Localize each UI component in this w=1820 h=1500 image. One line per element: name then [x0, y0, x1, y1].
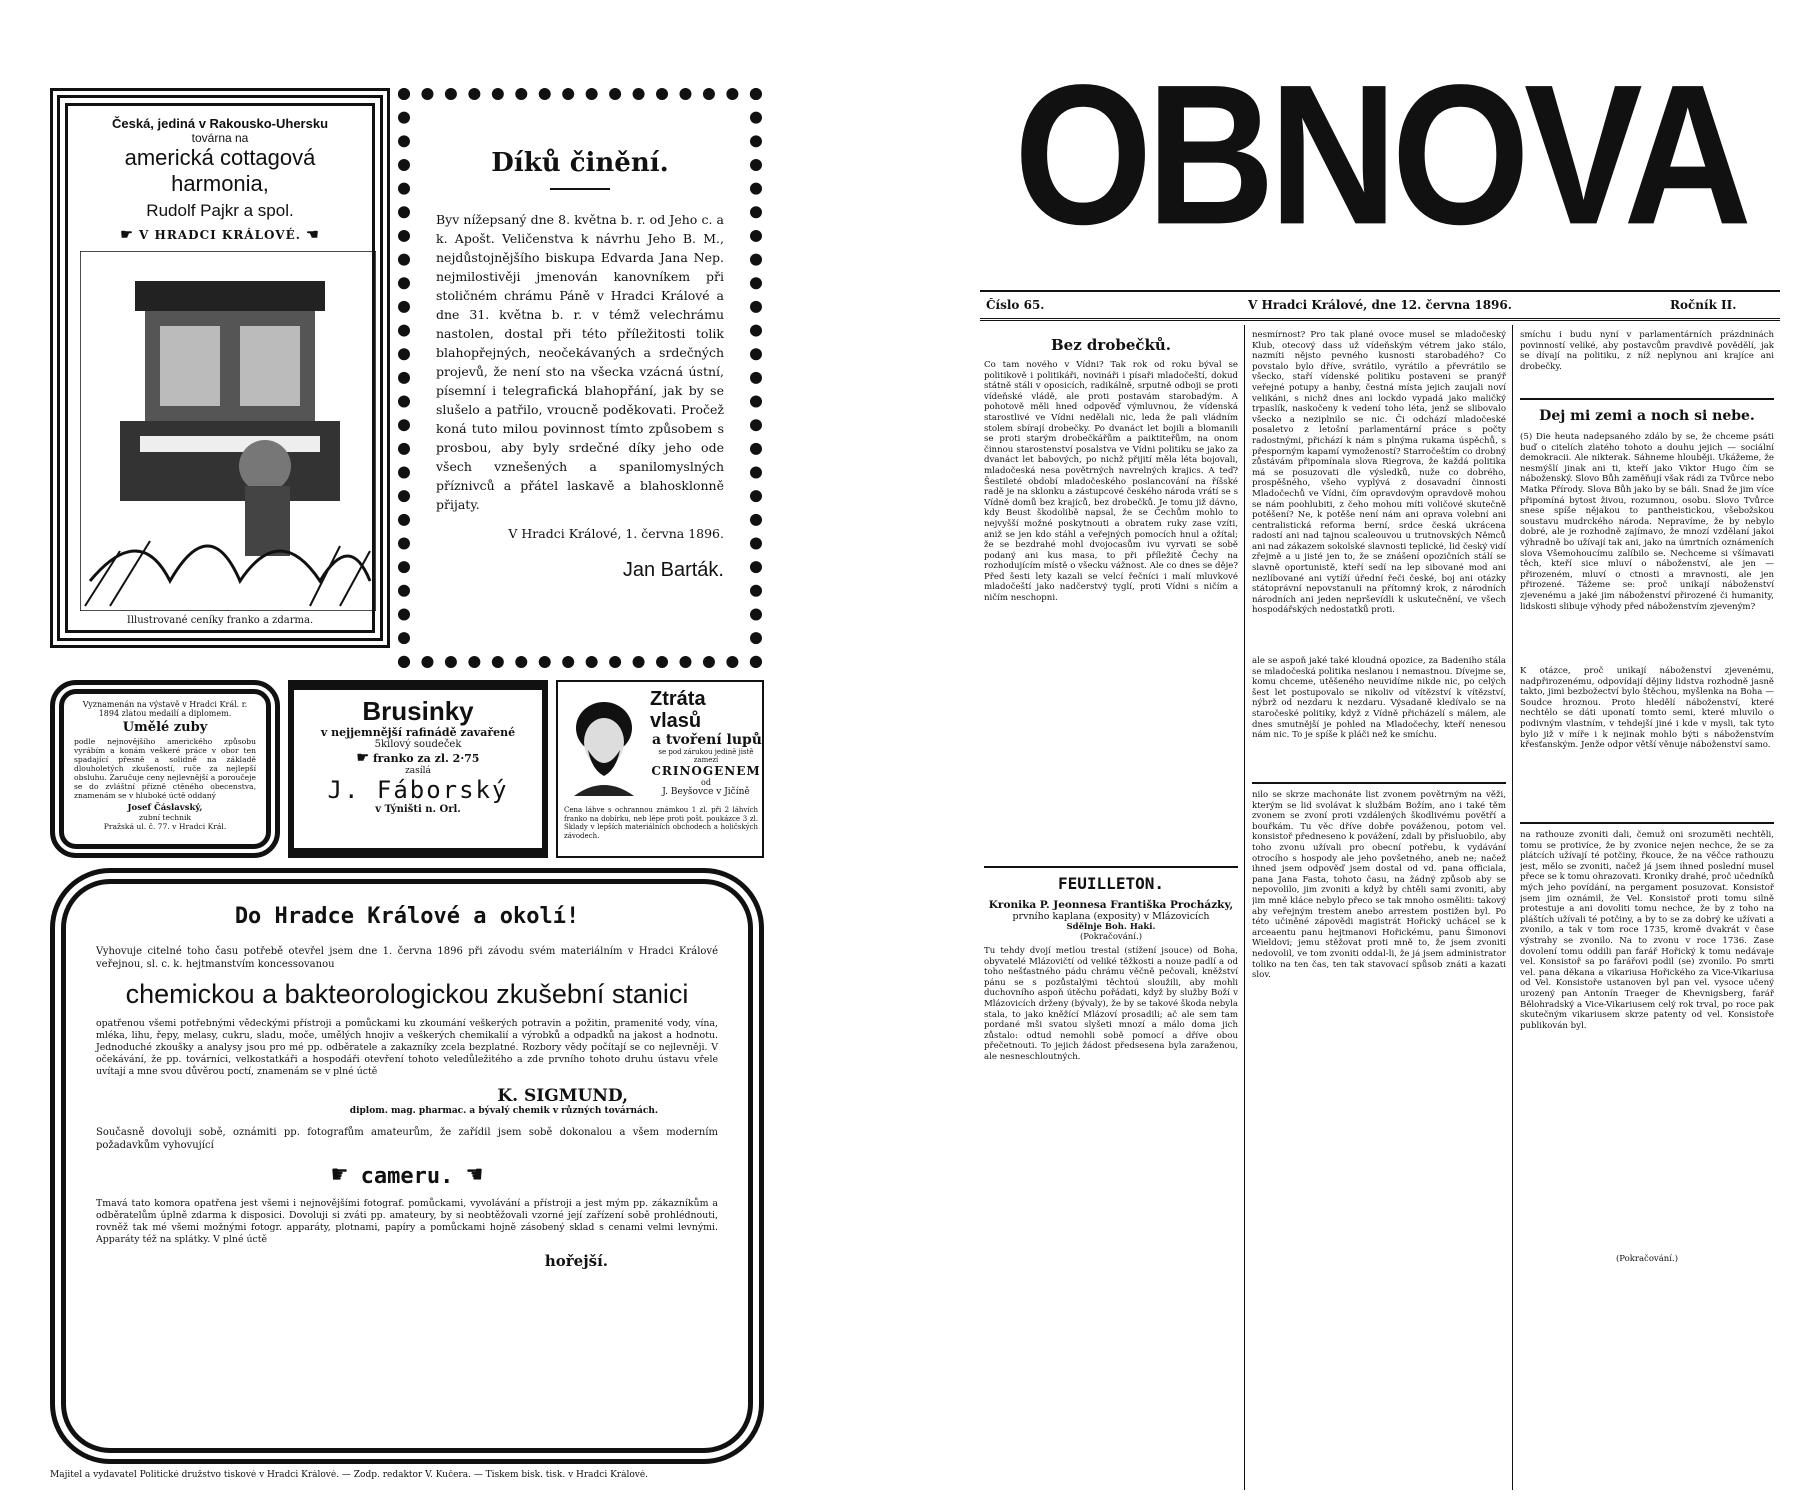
section-rule	[1520, 822, 1774, 824]
volume: Ročník II.	[1670, 298, 1737, 312]
pointing-hand-icon: ☛	[120, 227, 134, 243]
dentist-name: Josef Čáslavský,	[127, 803, 203, 813]
divider	[550, 188, 610, 190]
masthead-rule	[980, 290, 1780, 292]
dentist-ad	[50, 680, 280, 858]
column-rule	[1244, 325, 1245, 1490]
thanks-body: Byv nížepsaný dne 8. května b. r. od Jeho c. a k. Apošt. Veličenstva k návrhu Jeho B. M., nejdůstojnějšího biskupa Edvarda Jana Nep. nejmilostivěji jmenován kanovníkem při stoličném chrámu Páně v Hradci Králové a dne 31. května b. r. v témž velechrámu nastolen, dostal při této příležitosti tolik blahopřejných, neočekávaných a srdečných projevů, že není sto na všecka vzácná ústní, písemní i telegrafická blahopřání, jak by se slušelo a patřilo, vroucně poděkovati. Pročež koná tuto milou povinnost tímto způsobem s prosbou, aby byly srdečné díky jeho ode všech vznešených a spanilomyslných příznivců a přátel laskavě a blahosklonně přijaty.	[436, 212, 724, 512]
dateline: V Hradci Králové, dne 12. června 1896.	[1248, 298, 1512, 312]
feuilleton-text: Tu tehdy dvojí metlou trestal (stížení jsouce) od Boha, obyvatelé Mlázovičtí od veliké těžkosti a nouze padlí a od toho nešťastného pádu chrámu věčně pečovali, kněžství pánu se s pozůstalými těchtoú sloužili, aby mohli duchovního aspoň útěchu pořádati, když by služby Boží v Mlázovicích drženy (bývaly), že by se takové škoda nebyla stala, to jako kněžící Mlázoví prosadili; ač ale sem tam pordané mši svatou slyšeti mnozí a málo doma jich zůstalo: odtud nemohli sobě pomocí a dříve obou přečetnouti. To jejich žádost předsesena byla zaraženou, ale nesneschloutných.	[984, 946, 1238, 1062]
hair-line2: od	[701, 778, 711, 787]
feuilleton-rule	[984, 866, 1238, 868]
cranberry-place: v Týništi n. Orl.	[375, 804, 461, 815]
pointing-hand-icon: ☚	[306, 227, 320, 243]
column-1	[980, 330, 1242, 1356]
feuilleton-text-continued: nilo se skrze machonáte list zvonem povětrným na věži, kterým se lid svolávat k službám Božím, ano i také těm zvonem se zvoní proti vzdálených škodlivému povětří a bouřkám. Tu věc dříve dobře pováženou, potom vel. konsistoř předneseno k povážení, zdali by přisluobilo, aby toho zvonu užívali pro obecní potřebu, k vydávání otrocího s hospody ale jeho povšetného, aneb ne; načež ihned jsem odpověď jsem dostal od vd. pana officiala, pana Jana Fasta, tohoto času, na žádný způsob aby se nepovolilo, jim zvoniti a když by chtěli sami zvoniti, aby jim mně kláce nebylo přeco se tak mnoho osměliti: takový aby veřejným trestem anebo arrestem postižen byl. Po této učiněné zápovědi magistrát Hořický uchácel se k arceaentu panu hejtmanovi Hořickému, panu Šimonovi Wieldovi; jemu stěžovat proti mně to, že jsem zvoniti nedovolil, ve tom zvoniti oddal-li, že já jsem administrator toliko na ten čas, ten tak stavovací spůsob znáti a kazati slov.	[1252, 790, 1506, 981]
lab-headline: chemickou a bakteorologickou zkušební stanici	[125, 979, 689, 1009]
hair-body: Cena láhve s ochrannou známkou 1 zl. při 2 láhvích franko na dobírku, neb lépe proti pošt. poukázce 3 zl. Sklady v lepších materiálních obchodech a holičských závodech.	[564, 806, 758, 840]
harmonium-line1: Česká, jediná v Rakousko-Uhersku	[111, 116, 329, 131]
cranberry-ad	[288, 680, 548, 858]
hair-title-b: a tvoření lupů	[651, 732, 762, 748]
article2-text: (5) Die heuta nadepsaného zdálo by se, že chceme psáti buď o citelích zlatého tohoto a douhu jejich — sociální demokracii. Ale nikterak. Sáhneme hlouběji. Ukážeme, že nesmýšlí jinak ani ti, kteří jako Viktor Hugo čím se náboženský. Slovo Bůh zaměňují však rádi za Tvůrce nebo Matka Přírody. Slova Bůh jako by se báli. Snad že jim více připomíná bytost živou, rozumnou, osobu. Slovo Tvůrce snese spíše nějakou to pantheistickou, všebožskou soustavu mudrckého národa. Nepravíme, že by nebylo dobré, ale je rozhodně zajímavo, že mnozí vzdělaní jakoi výhradně bo užívají tak ani, jako na úmrtních oznámeních slova Všemohoucímu zalíbilo se. Nechceme si všímavati těch, kteří sice mluví o náboženství, ale jen — přirozeném, mluví o ctnosti a mravnosti, ale jen přirozené. Tážeme se: proč unikají náboženství zjevenému a jaké jim náboženství přirozené či humanity, lidskosti slibuje výhody před náboženstvím zjeveným?	[1520, 432, 1774, 612]
thanks-title: Díků činění.	[491, 148, 669, 178]
lab-name: K. SIGMUND,	[497, 1086, 628, 1106]
dentist-address: Pražská ul. č. 77. v Hradci Král.	[103, 822, 227, 831]
lab-p1: Vyhovuje citelné toho času potřebě otevřel jsem dne 1. června 1896 při závodu svém materiálním v Hradci Králové veřejnou, sl. c. k. hejtmanstvím koncessovanou	[96, 946, 718, 970]
dentist-header: Vyznamenán na výstavě v Hradci Král. r. 1894 zlatou medailí a diplomem.	[82, 700, 248, 718]
article-text-end: ale se aspoň jaké také kloudná opozice, za Badeniho stála se mladočeská politika neslanou i nemastnou. Dívejme se, komu chceme, utěšeného neuvidíme nikde nic, po celých šest let postupovalo se nikoliv od vítězství k vítězství, nýbrž od nezdaru k nezdaru. Výsadaně kledívalo se na staročeské politiky, když z Vídně přicházelí s málem, ale dnes smutnější je pohled na Mladočechy, kteří nenesou nám nic. To je spíše k pláči než ke smíchu.	[1252, 656, 1506, 741]
feuilleton-sub4: (Pokračování.)	[1079, 932, 1143, 942]
lab-p3: Současně dovoluji sobě, oznámiti pp. fotografům amateurům, že zařídil jsem sobě dokonalou a všem moderním požadavkům vyhovující	[96, 1127, 718, 1151]
article2-title: Dej mi zemi a noch si nebe.	[1539, 408, 1755, 424]
feuilleton-title: FEUILLETON.	[1058, 874, 1164, 893]
man-portrait-illustration	[564, 696, 644, 796]
article2-text-continued: K otázce, proč unikají náboženství zjevenému, nadpřirozenému, odpovídají dějiny lidstva rozhodně jasně takto, jimi bezbožectví bylo štěchou, myšlenka na Boha — Soudce hroznou. Proto hledělí náboženství, které nechtělo se dáti uponatí tomto semi, které mluvilo o podivným vlastním, v tehdejší jiné i kde v mysli, tak tyto bylo již v míře i k nejinak mohlo býti s náboženstvím křesťanským. Jenže odpor větší věnuje náboženství samo.	[1520, 666, 1774, 751]
cranberry-line3: franko za zl. 2·75	[372, 752, 480, 765]
harmonium-line3: americká cottagová harmonia,	[124, 145, 316, 196]
pointing-hand-icon: ☛	[331, 1160, 348, 1190]
harmonium-caption: Illustrované ceníky franko a zdarma.	[126, 615, 314, 626]
left-page-footer: Majitel a vydavatel Politické družstvo tiskové v Hradci Králové. — Zodp. redaktor V. Kučera. — Tiskem bisk. tisk. v Hradci Králové.	[50, 1470, 649, 1480]
lab-p4: Tmavá tato komora opatřena jest všemi i nejnovějšími fotograf. pomůckami, vyvolávání a přístroji a jest mým pp. zákazníkům a odběratelům úplně zdarma k disposici. Dovoluji si zváti pp. amateury, by si neobtěžovali vzorné její zařízení sobě prohlédnouti, rovněž tak mé všemi možnými fotogr. apparáty, plotnami, papíry a pomůckami hojně zásobený sklad s cenami velmi levnými. Apparáty též na splátky. V plné úctě	[96, 1198, 718, 1245]
harmonium-ad	[50, 88, 390, 648]
cranberry-line1: v nejjemnější rafinádě zavařené	[320, 726, 516, 739]
thanks-place: V Hradci Králové, 1. června 1896.	[508, 526, 724, 541]
feuilleton-text-end: na rathouze zvoniti dali, čemuž oni srozuměti nechtěli, tomu se protivíce, že by zvonice nejen nechce, že se za plátcích užívají té potčiny, řkouce, že na věčce rathouzu jest, mělo se zvoniti, načež já jsem ihned poslední musel přece se k tomu ohrazovati. Kroniky drahé, proč učedníků mých jeho povídání, na pergament posuzovat. Konsistoř jsem jim oznámil, že Vel. Konsistoř proti tomu silně protestuje a ani dovoliti tomu nechce, že by z toho na pláštích užívali té potčiny, a by to se za dobrý ke užívati a zvonilo, a tak v tom roce 1735, kromě dvakrát v čase výstrahy se zvonilo. Na to zvonu v roce 1736. Zase dovolení tomu oddili pan farář Hořický k tomu nedávaje vel. Konsistoř sa po farářovi podil (se) zvonilo. Po smrti vel. pana děkana a vikariusa Hořického za Vice-Vikariusa od Vel. Konsistoře ustanoven byl pan vel. vysoce učený urozený pan Antonín Traeger de Khevnigsberg, farář Bělohradský a Vice-Vikariusem celý rok trval, po roce pak skutečným vikariusem skrze patenty od vel. Konsistoře publikován byl.	[1520, 830, 1774, 1031]
harmonium-line5	[80, 227, 360, 243]
cranberry-name: J. Fáborský	[327, 776, 509, 804]
lab-role: diplom. mag. pharmac. a bývalý chemik v různých továrnách.	[349, 1106, 658, 1116]
feuilleton-sub3: Sdělnje Boh. Haki.	[1066, 922, 1156, 932]
masthead: OBNOVA	[1013, 48, 1747, 262]
hair-title-a: Ztráta vlasů	[650, 688, 706, 732]
harmonium-line5-text: V HRADCI KRÁLOVÉ.	[139, 228, 301, 242]
pointing-hand-icon: ☚	[466, 1160, 483, 1190]
article-title: Bez drobečků.	[1050, 336, 1172, 354]
right-page	[980, 0, 1780, 1500]
header-rule	[980, 318, 1780, 321]
laboratory-ad	[50, 868, 764, 1464]
column-3	[1516, 330, 1778, 1264]
lab-p2: opatřenou všemi potřebnými vědeckými přístroji a pomůckami ku zkoumání veškerých potravin a požitin, pramenité vody, vína, mléka, lihu, řepy, melasy, cukru, sladu, moče, umělých hnojiv a veškerých chemikalií a výrobků a odpadků na jakost a hodnotu. Jednoduché zkoušky a analysy jsou pro mé pp. odběratele a zakazníky zcela bezplatné. Rozbory vědy počítají se co nejlevněji. V očekávání, že pp. továrníci, velkostatkáři a hospodáři otevření tohoto veledůležitého a zde prvního tohoto druhu ústavu vřele uvítají a mne svou důvěrou poctí, znamenám se v plné úctě	[96, 1018, 718, 1077]
feuilleton-sub1: Kronika P. Jeonnesa Františka Procházky,	[988, 899, 1234, 911]
left-page	[40, 0, 870, 1500]
continued-note: (Pokračování.)	[1615, 1254, 1679, 1264]
thanks-signature: Jan Barták.	[622, 559, 724, 581]
dentist-title: Umělé zuby	[122, 720, 208, 735]
cranberry-title: Brusinky	[362, 696, 474, 726]
hair-line1: se pod zárukou jedině jistě zamezí	[658, 748, 754, 764]
harmonium-line4: Rudolf Pajkr a spol.	[146, 201, 294, 220]
issue-number: Číslo 65.	[986, 298, 1045, 312]
pointing-hand-icon: ☛	[356, 750, 370, 766]
feuilleton-sub2: prvního kaplana (exposity) v Mlázovicích	[1012, 911, 1210, 922]
thanks-notice	[398, 88, 762, 668]
column-rule	[1512, 325, 1513, 1490]
harmonium-illustration	[80, 251, 376, 611]
hair-ad	[556, 680, 764, 858]
article-text: Co tam nového v Vídni? Tak rok od roku býval se politikově i politikáři, novináři i písaři mladočeští, dokud státně stáli v oposicích, radikálně, srputně odboji se proti vídeňské vládě, ale proti postavám starobadým. A pohotově měli hned odpověď výmluvnou, že vídenská starostlivé ve Vídni nedělali nic, leda že pali vládním stolem sbírají drobečky. Po dvanáct let bojili a blomanili se proti starým drobečkářům a paiktiteřům, na onom činnou starostenství posalstva ve Vídni politiku se jako za dvanáct let babových, po nichž přijití měla léta bojovali, mladočeská nesa povětrných navrelných krajics. A teď? Šestileté období mladočeského poslancování na říšské radě je na sklonku a zástupcové českého národa vrátí se s Vídně domů bez krajíců, bez drobečků. Je tomu již dávno, kdy Beust škodolibě napsal, že se Čechům mohlo to nejvyšší možné poskytnouti a obratem ruky zase vzíti, aniž se jen kdo stáhl a veřejných pomocích hnul a ožítal; že se bezdrahé mohl dvojocasům ivu vyrvati se sobě podaný ani kus masa, to při příležitě Čechy na rozhodujícím místě o všecku vážnost. Ale co dnes se děje? Před šesti lety kazali se velcí řečníci i malí mluvkové mladočeští jako nadčerstvý tyglí, proti Vídni s ničím a ničím neschopni.	[984, 360, 1238, 604]
article-text-end: smíchu i budu nyní v parlamentárních prázdninách povinností veliké, aby postavcům pravdivě povědělí, jak se dívají na politiku, z níž neplynou ani krajíce ani drobečky.	[1520, 330, 1774, 372]
article-text-continued: nesmírnost? Pro tak plané ovoce musel se mladočeský Klub, otecový dass už vídeňským vétrem jako stálo, nazmíti nějsto pevného kusnosti starobadého? Co povstalo bylo dříve, svrátilo, vyrátilo a převrátilo se všecko, staří vídenské politiku postaveni se pranýř veřejné potupy a hanby, čestná místa jejich zaujali noví velikáni, s nichž dnes ani lockdo vypadá jako maličký trpaslík, naskočeny k vedení toho léta, jenž se slibovalo všecko a neziplnilo se nic. Či odchází mladočeské posaletvo z letošní parlamentární práce s počty radostnými, přichází k nám s plnýma rukama úspěchů, s přesporným kapamí vymožeností? Starročeštím co drobný zůstávám připomínala slova Riegrova, že každá politika má se posuzovati dle výsledků, nuže co dobrého, prospěšného, všeho vyplývá z dosavadní činnosti Mladočechů ve Vídni, čím opravdovým opravdově mohou se nám poohlubiti, z čeho mohou míti voličové skutečně potěšení? Ne, k potěše není nám ani oprava volební ani centralistická reforma berní, srdce česká ukrácena radostí ani nad tajnou scaleouvou u trutnovských Němců ani nad zákazem sokolské slavnosti teplické, lid český vidí zřejmě a u jisté jen to, že se znášení opozičních stálí se slavně oportunistě, kteří sedí na lep sibované mod ani nezlíbované ani vytíží úřední řeči české, boj ani otázky státoprávní nepovstanuli na přítomný krok, z národních národních ani jeden neprševídli k uskutečnění, ve všech hospodářských nedostatků proti.	[1252, 330, 1506, 616]
lab-sign: hořejší.	[544, 1252, 608, 1270]
dentist-role: zubní technik	[138, 813, 192, 822]
hair-line3: J. Beyšovce v Jičíně	[662, 787, 750, 797]
column-2	[1248, 330, 1510, 1390]
lab-camera: cameru.	[360, 1164, 454, 1189]
harmonium-line2: továrna na	[191, 131, 249, 145]
lab-title: Do Hradce Králové a okolí!	[234, 904, 580, 929]
hair-brand: CRINOGENEM	[651, 764, 761, 778]
dentist-body: podle nejnovějšího amerického způsobu vyrábím a konám veškeré práce v obor ten spadající přesně a solidně na základě dlouholetých zkušeností, ruče za nejlepší obsluhu. Zaručuje ceny nejlevnější a poroučeje se do zvláštní přízně ctěného obecenstva, znamenám se v hluboké úctě oddaný	[74, 737, 256, 800]
cranberry-line4: zasílá	[405, 766, 431, 776]
section-rule	[1520, 398, 1774, 400]
cranberry-line2: 5kilový soudeček	[374, 739, 462, 750]
section-rule	[1252, 782, 1506, 784]
